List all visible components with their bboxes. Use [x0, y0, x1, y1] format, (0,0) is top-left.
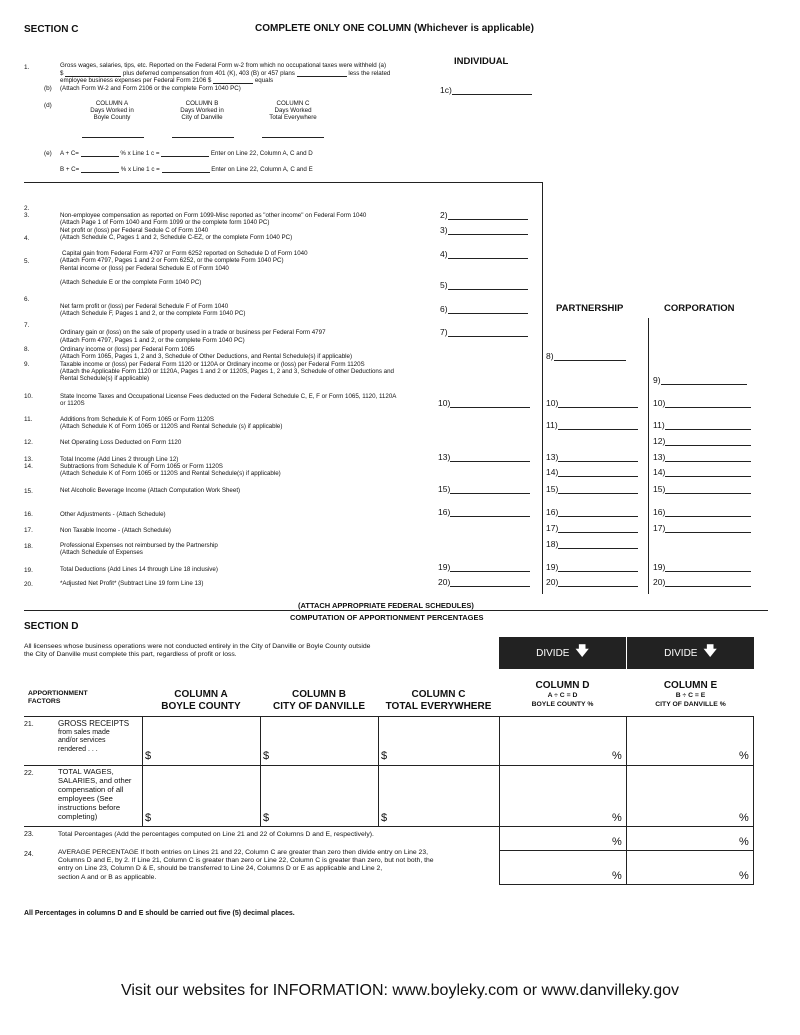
- line-1e-label: (e): [44, 150, 52, 157]
- row-23-number: 23.: [24, 831, 34, 838]
- line-number: 5.: [24, 258, 30, 265]
- line-number: 6.: [24, 296, 30, 303]
- row-21-col-d-input[interactable]: %: [612, 750, 622, 762]
- entry-label: 2): [440, 210, 448, 220]
- entry-9[interactable]: [653, 375, 747, 385]
- col-b-header: [260, 689, 378, 713]
- line-8-text-1: Ordinary income or (loss) per Federal Form 1065: [60, 346, 195, 353]
- line-number: 4.: [24, 235, 30, 242]
- line-1-number: 1.: [24, 64, 30, 71]
- entry-17p-label: 17): [546, 523, 559, 533]
- line-19-number: 19.: [24, 567, 33, 574]
- entry-13p-blank[interactable]: [558, 453, 638, 462]
- entry-20i-blank[interactable]: [450, 578, 530, 587]
- row-24-col-e-input[interactable]: %: [739, 870, 749, 882]
- entry-12-corporation[interactable]: [653, 436, 751, 446]
- line-1-deferred-blank[interactable]: [297, 70, 347, 77]
- entry-10-partnership[interactable]: [546, 398, 638, 408]
- entry-19c-label: 19): [653, 562, 666, 572]
- table-top-line: [24, 716, 754, 717]
- col-b-header-l1: COLUMN B: [292, 689, 346, 700]
- line-9-number: 9.: [24, 361, 30, 368]
- section-c-heading: COMPLETE ONLY ONE COLUMN (Whichever is applicable): [255, 23, 534, 34]
- col-b-l2: Days Worked in: [180, 107, 224, 115]
- col-d-header-l3: BOYLE COUNTY %: [531, 701, 594, 708]
- section-d-divider: [24, 610, 768, 611]
- line-number: 2.: [24, 205, 30, 212]
- entry-19p-blank[interactable]: [558, 563, 638, 572]
- grid-v4: [499, 716, 500, 884]
- col-c-l3: Total Everywhere: [269, 114, 317, 122]
- entry-blank[interactable]: [448, 281, 528, 290]
- grid-v5: [626, 716, 627, 884]
- line-18-text-2: (Attach Schedule of Expenses: [60, 549, 143, 556]
- footer-websites: Visit our websites for INFORMATION: www.boyleky.com or www.danvilleky.gov: [120, 982, 680, 999]
- col-c-header-l1: COLUMN C: [411, 689, 466, 700]
- line-11-number: 11.: [24, 416, 33, 423]
- row-21-col-b-input[interactable]: $: [263, 750, 270, 762]
- partnership-corporation-divider: [648, 318, 649, 594]
- entry-blank[interactable]: [448, 305, 528, 314]
- entry-label: 7): [440, 327, 448, 337]
- line-text: Net profit or (loss) per Federal Sedule C of Form 1040: [60, 227, 209, 234]
- line-text: (Attach Page 1 of Form 1040 and Form 1099 or the complete form 1040 PC): [60, 219, 270, 226]
- line-16-text: Other Adjustments - (Attach Schedule): [60, 511, 166, 518]
- entry-11c-label: 11): [653, 420, 665, 430]
- entry-17-partnership[interactable]: [546, 523, 638, 533]
- entry-12c-blank[interactable]: [665, 437, 751, 446]
- entry-label: 3): [440, 225, 448, 235]
- entry-19i-label: 19): [438, 562, 451, 572]
- col-a-l3: Boyle County: [93, 114, 131, 122]
- decimal-places-note: All Percentages in columns D and E should be carried out five (5) decimal places.: [24, 910, 295, 917]
- partnership-header: PARTNERSHIP: [556, 303, 624, 314]
- entry-11p-label: 11): [546, 420, 558, 430]
- line-11-text-2: (Attach Schedule K of Form 1065 or 1120S and Rental Schedule (s) if applicable): [60, 423, 283, 430]
- divide-banner-e: [627, 637, 754, 669]
- row-24-l2: Columns D and E, by 2. If Line 21, Column C is greater than zero or Line 22, Column C is greater than zero, but not both, the: [58, 857, 434, 865]
- col-b-l3: City of Danville: [181, 114, 223, 122]
- entry-13c-blank[interactable]: [665, 453, 751, 462]
- entry-18p-blank[interactable]: [558, 540, 638, 549]
- entry-10i-blank[interactable]: [450, 399, 530, 408]
- line-1-less-text: less the related: [348, 70, 391, 77]
- line-1e-b-pct-blank[interactable]: [81, 166, 119, 173]
- line-1e-row-a: [60, 150, 313, 157]
- line-13-number: 13.: [24, 456, 33, 463]
- line-12-number: 12.: [24, 439, 33, 446]
- line-10-text-1: State Income Taxes and Occupational License Fees deducted on the Federal Schedule C, E, F or Form 1065, 1120, 1120A: [60, 393, 397, 400]
- section-c-divider: [24, 182, 543, 183]
- entry-16-individual[interactable]: [438, 507, 530, 517]
- entry-13-corporation[interactable]: [653, 452, 751, 462]
- line-text: Capital gain from Federal Form 4797 or Form 6252 reported on Schedule D of Form 1040: [62, 250, 308, 257]
- row-24-l1: AVERAGE PERCENTAGE If both entries on Lines 21 and 22, Column C are greater than zero then divide entry on Line 23,: [58, 849, 429, 856]
- line-9-text-1: Taxable income or (loss) per Federal Form 1120 or 1120A or Ordinary income or (loss) per Federal Form 1120S: [60, 361, 365, 368]
- line-1e-row-b: [60, 166, 313, 173]
- line-15-text: Net Alcoholic Beverage Income (Attach Computation Work Sheet): [60, 487, 241, 494]
- entry-17p-blank[interactable]: [558, 524, 638, 533]
- line-16-number: 16.: [24, 511, 33, 518]
- row-22-col-d-input[interactable]: %: [612, 812, 622, 824]
- individual-entry[interactable]: [440, 210, 528, 220]
- entry-1c-label: 1c): [440, 85, 452, 95]
- row-24-text: [58, 849, 434, 882]
- entry-10c-blank[interactable]: [665, 399, 751, 408]
- section-c-title: SECTION C: [24, 24, 79, 35]
- line-13-text: Total Income (Add Lines 2 through Line 12): [60, 456, 179, 463]
- attach-federal-note: (ATTACH APPROPRIATE FEDERAL SCHEDULES): [298, 601, 474, 610]
- col-c-header: [378, 689, 499, 713]
- entry-20-corporation[interactable]: [653, 577, 751, 587]
- entry-10c-label: 10): [653, 398, 666, 408]
- line-18-number: 18.: [24, 543, 33, 550]
- entry-19i-blank[interactable]: [450, 563, 530, 572]
- entry-20c-label: 20): [653, 577, 666, 587]
- row-21-l1: GROSS RECEIPTS: [58, 719, 130, 728]
- line-text: (Attach Schedule E or the complete Form 1040 PC): [60, 279, 202, 286]
- row-24-col-d-input[interactable]: %: [612, 870, 622, 882]
- entry-16-partnership[interactable]: [546, 507, 638, 517]
- line-1-expenses-blank[interactable]: [213, 77, 253, 84]
- entry-17-corporation[interactable]: [653, 523, 751, 533]
- arrow-down-icon: 🡇: [703, 643, 717, 658]
- entry-16i-label: 16): [438, 507, 451, 517]
- line-text: Rental income or (loss) per Federal Schedule E of Form 1040: [60, 265, 229, 272]
- line-1e-a-pct-blank[interactable]: [81, 150, 119, 157]
- line-1b-text: (Attach Form W-2 and Form 2106 or the complete Form 1040 PC): [60, 85, 241, 92]
- entry-14-partnership[interactable]: [546, 467, 638, 477]
- row-24-bottom: [499, 884, 754, 885]
- row-21-number: 21.: [24, 721, 34, 728]
- line-1-equals-text: equals: [254, 77, 274, 84]
- line-14-text-1: Subtractions from Schedule K of Form 1065 or Form 1120S: [60, 463, 223, 470]
- col-e-header-l3: CITY OF DANVILLE %: [655, 701, 726, 708]
- section-d-intro-1: All licensees whose business operations were not conducted entirely in the City of Danville or Boyle County outside: [24, 643, 371, 650]
- entry-20c-blank[interactable]: [665, 578, 751, 587]
- line-1e-a-mid: % x Line 1 c =: [120, 150, 160, 157]
- col-b-header-l2: CITY OF DANVILLE: [272, 701, 366, 712]
- line-17-number: 17.: [24, 527, 33, 534]
- entry-label: 6): [440, 304, 448, 314]
- col-e-header: [627, 680, 754, 709]
- line-1-expenses-text: employee business expenses per Federal Form 2106 $: [60, 77, 212, 84]
- line-1b-label: (b): [44, 85, 52, 92]
- col-c-l1: COLUMN C: [276, 100, 310, 107]
- entry-20i-label: 20): [438, 577, 451, 587]
- row-22-l2: SALARIES, and other: [58, 776, 132, 785]
- individual-entry[interactable]: [440, 280, 528, 290]
- entry-blank[interactable]: [448, 226, 528, 235]
- divide-banner-d: [499, 637, 626, 669]
- entry-10p-label: 10): [546, 398, 559, 408]
- entry-15-partnership[interactable]: [546, 484, 638, 494]
- col-a-header-l1: COLUMN A: [174, 689, 228, 700]
- arrow-down-icon: 🡇: [575, 643, 589, 658]
- entry-17c-label: 17): [653, 523, 666, 533]
- row-21-label: [58, 720, 129, 754]
- col-c-l2: Days Worked: [274, 107, 312, 115]
- line-1e-b-end: Enter on Line 22, Column A, C and E: [211, 166, 313, 173]
- entry-13i-label: 13): [438, 452, 451, 462]
- col-a-header: [142, 689, 260, 713]
- line-text: Non-employee compensation as reported on Form 1099-Misc reported as "other income" on Federal Form 1040: [60, 212, 367, 219]
- grid-v6: [753, 716, 754, 884]
- entry-9-blank[interactable]: [661, 376, 747, 385]
- individual-entry[interactable]: [440, 249, 528, 259]
- individual-entry[interactable]: [440, 225, 528, 235]
- col-d-header-l1: COLUMN D: [535, 680, 590, 691]
- line-text: Net farm profit or (loss) per Federal Schedule F of Form 1040: [60, 303, 229, 310]
- line-19-text: Total Deductions (Add Lines 14 through Line 18 inclusive): [60, 566, 218, 573]
- entry-16-corporation[interactable]: [653, 507, 751, 517]
- line-1e-a-label: A + C=: [60, 150, 79, 157]
- col-a-l1: COLUMN A: [95, 100, 129, 107]
- entry-14c-label: 14): [653, 467, 666, 477]
- entry-13p-label: 13): [546, 452, 559, 462]
- line-1d-label: (d): [44, 102, 52, 109]
- row-21-l3: and/or services: [58, 737, 106, 744]
- row-22-col-c-input[interactable]: $: [381, 812, 388, 824]
- entry-15-corporation[interactable]: [653, 484, 751, 494]
- entry-19-corporation[interactable]: [653, 562, 751, 572]
- col-c-header-l2: TOTAL EVERYWHERE: [385, 701, 492, 712]
- computation-heading: COMPUTATION OF APPORTIONMENT PERCENTAGES: [290, 613, 484, 622]
- row-23-text: Total Percentages (Add the percentages computed on Line 21 and 22 of Columns D and E, respectively).: [58, 831, 374, 838]
- line-1d-column-c: [258, 100, 328, 122]
- entry-20p-label: 20): [546, 577, 559, 587]
- individual-header: INDIVIDUAL: [454, 56, 509, 67]
- entry-14-corporation[interactable]: [653, 467, 751, 477]
- entry-16p-label: 16): [546, 507, 559, 517]
- entry-20-individual[interactable]: [438, 577, 530, 587]
- entry-8-label: 8): [546, 351, 554, 361]
- line-number: 3.: [24, 212, 30, 219]
- row-22-bottom: [24, 826, 754, 827]
- row-22-l3: compensation of all: [58, 785, 124, 794]
- line-20-number: 20.: [24, 581, 33, 588]
- grid-v3: [378, 716, 379, 826]
- line-1-row-c: [60, 77, 273, 84]
- line-12-text: Net Operating Loss Deducted on Form 1120: [60, 439, 182, 446]
- entry-19p-label: 19): [546, 562, 559, 572]
- entry-15i-label: 15): [438, 484, 451, 494]
- corporation-header: CORPORATION: [664, 303, 735, 314]
- entry-label: 5): [440, 280, 448, 290]
- line-1e-a-result-blank[interactable]: [161, 150, 209, 157]
- entry-16c-blank[interactable]: [665, 508, 751, 517]
- entry-10p-blank[interactable]: [558, 399, 638, 408]
- row-22-number: 22.: [24, 770, 34, 777]
- col-c-blank[interactable]: [262, 137, 324, 138]
- section-d-intro-2: the City of Danville must complete this part, regardless of profit or loss.: [24, 651, 237, 658]
- entry-16p-blank[interactable]: [558, 508, 638, 517]
- entry-14p-label: 14): [546, 467, 559, 477]
- line-9-text-3: Rental Schedule(s) if applicable): [60, 375, 150, 382]
- entry-label: 4): [440, 249, 448, 259]
- section-d-title: SECTION D: [24, 621, 79, 632]
- col-e-header-l1: COLUMN E: [663, 680, 718, 691]
- entry-19-individual[interactable]: [438, 562, 530, 572]
- divide-d-label: DIVIDE: [536, 647, 570, 659]
- entry-11-partnership[interactable]: [546, 420, 638, 430]
- apportionment-factors-header: [28, 690, 88, 706]
- row-22-l6: completing): [58, 812, 98, 821]
- entry-8-blank[interactable]: [554, 352, 626, 361]
- row-22-l1: TOTAL WAGES,: [58, 767, 114, 776]
- entry-13-individual[interactable]: [438, 452, 530, 462]
- individual-partnership-divider: [542, 182, 543, 594]
- row-22-l5: instructions before: [58, 803, 121, 812]
- line-11-text-1: Additions from Schedule K of Form 1065 or Form 1120S: [60, 416, 214, 423]
- entry-1c[interactable]: [440, 85, 532, 95]
- row-22-col-b-input[interactable]: $: [263, 812, 270, 824]
- factors-l1: APPORTIONMENT: [28, 690, 88, 697]
- entry-15c-blank[interactable]: [665, 485, 751, 494]
- entry-blank[interactable]: [448, 250, 528, 259]
- entry-11p-blank[interactable]: [558, 421, 638, 430]
- factors-l2: FACTORS: [28, 698, 61, 705]
- entry-16c-label: 16): [653, 507, 666, 517]
- entry-19c-blank[interactable]: [665, 563, 751, 572]
- row-24-number: 24.: [24, 851, 34, 858]
- grid-v2: [260, 716, 261, 826]
- line-17-text: Non Taxable Income - (Attach Schedule): [60, 527, 171, 534]
- line-1e-b-label: B + C=: [60, 166, 80, 173]
- line-14-number: 14.: [24, 463, 33, 470]
- entry-17c-blank[interactable]: [665, 524, 751, 533]
- entry-10-individual[interactable]: [438, 398, 530, 408]
- line-text: Ordinary gain or (loss) on the sale of property used in a trade or business per Federal Form 4797: [60, 329, 326, 336]
- entry-15-individual[interactable]: [438, 484, 530, 494]
- row-22-col-e-input[interactable]: %: [739, 812, 749, 824]
- line-10-number: 10.: [24, 393, 33, 400]
- line-14-text-2: (Attach Schedule K of Form 1065 or 1120S and Rental Schedule(s) if applicable): [60, 470, 281, 477]
- entry-16i-blank[interactable]: [450, 508, 530, 517]
- entry-blank[interactable]: [448, 328, 528, 337]
- col-b-blank[interactable]: [172, 137, 234, 138]
- line-15-number: 15.: [24, 488, 33, 495]
- entry-11c-blank[interactable]: [665, 421, 751, 430]
- row-21-col-c-input[interactable]: $: [381, 750, 388, 762]
- entry-12c-label: 12): [653, 436, 666, 446]
- row-21-l2: from sales made: [58, 728, 110, 736]
- row-21-col-e-input[interactable]: %: [739, 750, 749, 762]
- entry-18-partnership[interactable]: [546, 539, 638, 549]
- line-text: (Attach Form 4797, Pages 1 and 2, or the complete Form 1040 PC): [60, 337, 245, 344]
- individual-entry[interactable]: [440, 304, 528, 314]
- line-text: (Attach Schedule F, Pages 1 and 2, or the complete Form 1040 PC): [60, 310, 246, 317]
- line-1e-b-result-blank[interactable]: [162, 166, 210, 173]
- line-1e-a-end: Enter on Line 22, Column A, C and D: [210, 150, 313, 157]
- entry-15p-label: 15): [546, 484, 559, 494]
- col-d-header: [499, 680, 626, 709]
- line-text: (Attach Form 4797, Pages 1 and 2 or Form 6252, or the complete Form 1040 PC): [60, 257, 284, 264]
- entry-10i-label: 10): [438, 398, 451, 408]
- line-1e-b-mid: % x Line 1 c =: [120, 166, 160, 173]
- entry-15c-label: 15): [653, 484, 666, 494]
- row-21-l4: rendered . . .: [58, 745, 98, 753]
- row-22-l4: employees (See: [58, 794, 113, 803]
- entry-14c-blank[interactable]: [665, 468, 751, 477]
- individual-entry[interactable]: [440, 327, 528, 337]
- line-18-text-1: Professional Expenses not reimbursed by the Partnership: [60, 542, 218, 549]
- row-23-col-e-input[interactable]: %: [739, 836, 749, 848]
- col-d-header-l2: A ÷ C = D: [547, 692, 578, 699]
- col-e-header-l2: B ÷ C = E: [675, 692, 706, 699]
- line-1d-column-b: [170, 100, 234, 122]
- line-1-text: Gross wages, salaries, tips, etc. Reported on the Federal Form w-2 from which no occupational taxes were withheld (a): [60, 62, 387, 69]
- col-b-l1: COLUMN B: [185, 100, 219, 107]
- col-a-header-l2: BOYLE COUNTY: [161, 701, 241, 712]
- entry-15p-blank[interactable]: [558, 485, 638, 494]
- row-21-col-a-input[interactable]: $: [145, 750, 152, 762]
- entry-13i-blank[interactable]: [450, 453, 530, 462]
- row-22-label: [58, 767, 131, 821]
- line-8-text-2: (Attach Form 1065, Pages 1, 2 and 3, Schedule of Other Deductions, and Rental Schedule(s) if applicable): [60, 353, 353, 360]
- line-20-text: *Adjusted Net Profit* (Subtract Line 19 form Line 13): [60, 580, 204, 587]
- col-a-l2: Days Worked in: [90, 107, 134, 115]
- line-number: 7.: [24, 322, 30, 329]
- entry-15i-blank[interactable]: [450, 485, 530, 494]
- entry-1c-blank[interactable]: [452, 86, 532, 95]
- entry-19-partnership[interactable]: [546, 562, 638, 572]
- entry-18p-label: 18): [546, 539, 559, 549]
- row-21-bottom: [24, 765, 754, 766]
- entry-blank[interactable]: [448, 211, 528, 220]
- line-1d-column-a: [80, 100, 144, 122]
- row-24-l4: section A and or B as applicable.: [58, 873, 157, 881]
- line-1-dollar: $: [60, 70, 64, 77]
- entry-10-corporation[interactable]: [653, 398, 751, 408]
- entry-9-label: 9): [653, 375, 661, 385]
- entry-13c-label: 13): [653, 452, 666, 462]
- row-23-col-d-input[interactable]: %: [612, 836, 622, 848]
- line-10-text-2: or 1120S: [60, 400, 85, 407]
- grid-v1: [142, 716, 143, 826]
- entry-14p-blank[interactable]: [558, 468, 638, 477]
- col-a-blank[interactable]: [82, 137, 144, 138]
- row-24-l3: entry on Line 23, Column D & E, should be transferred to Line 24, Columns D or E as applicable and Line 2,: [58, 865, 383, 873]
- divide-e-label: DIVIDE: [664, 647, 698, 659]
- line-1-deferred-text: plus deferred compensation from 401 (K), 403 (B) or 457 plans: [122, 70, 295, 77]
- entry-13-partnership[interactable]: [546, 452, 638, 462]
- entry-11-corporation[interactable]: [653, 420, 751, 430]
- row-22-col-a-input[interactable]: $: [145, 812, 152, 824]
- entry-20-partnership[interactable]: [546, 577, 638, 587]
- entry-8[interactable]: [546, 351, 626, 361]
- entry-20p-blank[interactable]: [558, 578, 638, 587]
- line-9-text-2: (Attach the Applicable Form 1120 or 1120A, Pages 1 and 2 or 1120S, Pages 1, 2 and 3, Schedule of other Deductions and: [60, 368, 395, 375]
- line-text: (Attach Schedule C, Pages 1 and 2, Schedule C-EZ, or the complete Form 1040 PC): [60, 234, 293, 241]
- line-8-number: 8.: [24, 346, 30, 353]
